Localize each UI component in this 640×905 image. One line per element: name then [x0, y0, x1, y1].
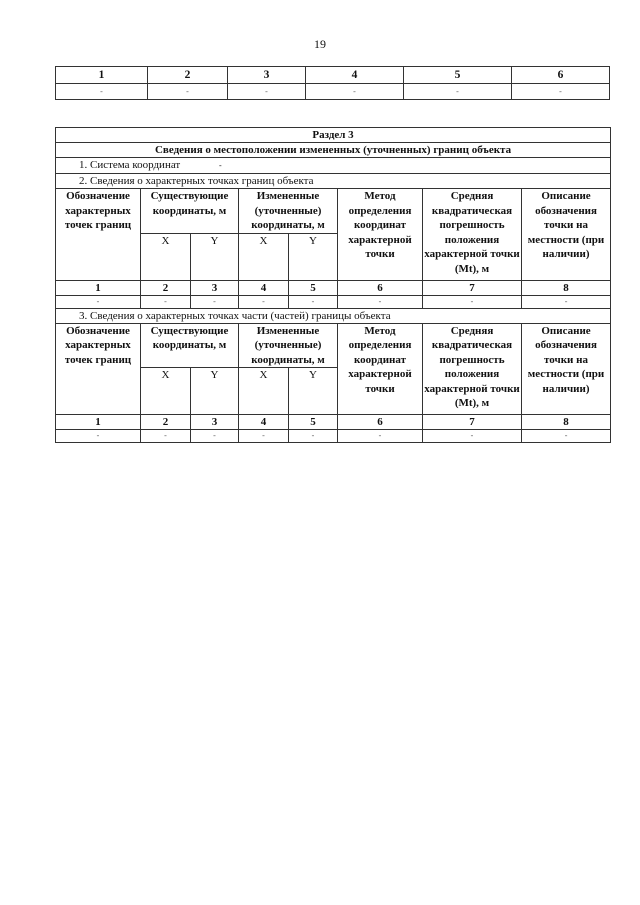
cell: -	[522, 430, 611, 443]
table-row	[56, 430, 611, 443]
col-header-6: 6	[512, 67, 610, 84]
col-changed-y: Y	[289, 368, 338, 415]
section-title-row	[56, 128, 611, 143]
col-number: 7	[423, 280, 522, 295]
col-description: Описание обозначения точки на местности (при наличии)	[522, 189, 611, 281]
part-3-heading-row	[56, 308, 611, 323]
cell: -	[338, 295, 423, 308]
cell: -	[423, 430, 522, 443]
col-existing-x: X	[141, 368, 191, 415]
col-number: 5	[289, 415, 338, 430]
page-number: 19	[314, 37, 326, 51]
cell: -	[56, 295, 141, 308]
col-number: 8	[522, 280, 611, 295]
col-number: 6	[338, 415, 423, 430]
col-description: Описание обозначения точки на местности (при наличии)	[522, 323, 611, 415]
coord-system-cell	[56, 158, 611, 174]
col-existing-y: Y	[191, 233, 239, 280]
part-2-heading: 2. Сведения о характерных точках границ объекта	[56, 174, 611, 189]
col-point-designation: Обозначение характерных точек границ	[56, 323, 141, 415]
col-number: 4	[239, 280, 289, 295]
table-3-column-numbers	[56, 415, 611, 430]
cell: -	[228, 84, 306, 100]
col-changed-x: X	[239, 233, 289, 280]
col-method: Метод определения координат характерной точки	[338, 323, 423, 415]
col-rms-error: Средняя квадратическая погрешность положения характерной точки (Mt), м	[423, 323, 522, 415]
col-changed-y: Y	[289, 233, 338, 280]
col-header-4: 4	[306, 67, 404, 84]
col-number: 7	[423, 415, 522, 430]
table-2-column-numbers	[56, 280, 611, 295]
col-header-5: 5	[404, 67, 512, 84]
cell: -	[141, 430, 191, 443]
table-3-header-row	[56, 323, 611, 368]
col-number: 5	[289, 280, 338, 295]
col-header-1: 1	[56, 67, 148, 84]
col-number: 2	[141, 415, 191, 430]
col-number: 2	[141, 280, 191, 295]
col-rms-error: Средняя квадратическая погрешность положения характерной точки (Mt), м	[423, 189, 522, 281]
col-number: 8	[522, 415, 611, 430]
col-header-2: 2	[148, 67, 228, 84]
table-row	[56, 295, 611, 308]
cell: -	[404, 84, 512, 100]
section-3-table	[55, 127, 611, 443]
col-number: 3	[191, 280, 239, 295]
cell: -	[148, 84, 228, 100]
col-number: 3	[191, 415, 239, 430]
cell: -	[56, 430, 141, 443]
cell: -	[289, 430, 338, 443]
col-existing-x: X	[141, 233, 191, 280]
cell: -	[191, 295, 239, 308]
table-2-header-row	[56, 189, 611, 234]
col-changed-coords: Измененные (уточненные) координаты, м	[239, 189, 338, 234]
coord-system-value: -	[218, 161, 222, 170]
section-title: Раздел 3	[56, 128, 611, 143]
table-row	[56, 84, 610, 100]
col-header-3: 3	[228, 67, 306, 84]
cell: -	[289, 295, 338, 308]
cell: -	[191, 430, 239, 443]
continuation-header-row	[56, 67, 610, 84]
cell: -	[239, 430, 289, 443]
col-number: 1	[56, 415, 141, 430]
col-number: 4	[239, 415, 289, 430]
part-3-heading: 3. Сведения о характерных точках части (частей) границы объекта	[56, 308, 611, 323]
cell: -	[338, 430, 423, 443]
col-changed-coords: Измененные (уточненные) координаты, м	[239, 323, 338, 368]
section-subtitle: Сведения о местоположении измененных (уточненных) границ объекта	[56, 143, 611, 158]
coord-system-label: 1. Система координат	[79, 159, 181, 171]
col-existing-coords: Существующие координаты, м	[141, 189, 239, 234]
col-existing-y: Y	[191, 368, 239, 415]
cell: -	[522, 295, 611, 308]
cell: -	[512, 84, 610, 100]
continuation-table	[55, 66, 610, 100]
cell: -	[56, 84, 148, 100]
col-number: 6	[338, 280, 423, 295]
section-subtitle-row	[56, 143, 611, 158]
col-method: Метод определения координат характерной точки	[338, 189, 423, 281]
cell: -	[141, 295, 191, 308]
col-changed-x: X	[239, 368, 289, 415]
col-number: 1	[56, 280, 141, 295]
col-existing-coords: Существующие координаты, м	[141, 323, 239, 368]
coord-system-row	[56, 158, 611, 174]
cell: -	[306, 84, 404, 100]
cell: -	[239, 295, 289, 308]
col-point-designation: Обозначение характерных точек границ	[56, 189, 141, 281]
cell: -	[423, 295, 522, 308]
part-2-heading-row	[56, 174, 611, 189]
